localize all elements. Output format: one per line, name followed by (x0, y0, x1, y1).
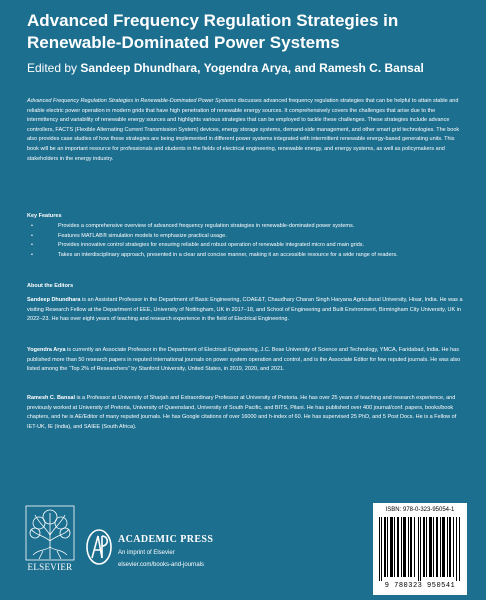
elsevier-wordmark: ELSEVIER (27, 562, 73, 572)
editors-line (27, 60, 467, 76)
academic-press-name: ACADEMIC PRESS (118, 534, 214, 545)
key-feature-item (27, 232, 472, 242)
book-title-line-1: Advanced Frequency Regulation Strategies in (27, 11, 399, 30)
editor-name-2: Yogendra Arya (203, 61, 288, 75)
barcode-digits: 9 780323 950541 (384, 582, 456, 590)
bio-name: Ramesh C. Bansal (27, 395, 75, 401)
bullet-icon: • (31, 251, 33, 258)
key-feature-text: Features MATLAB® simulation models to emphasize practical usage. (58, 232, 227, 239)
editor-name-1: Sandeep Dhundhara (80, 61, 198, 75)
elsevier-logo (25, 505, 75, 583)
barcode-icon (377, 517, 463, 581)
key-feature-text: Provides innovative control strategies for ensuring reliable and robust operation of renewable integrated micro and main grids. (58, 242, 365, 249)
bio-name: Sandeep Dhundhara (27, 297, 81, 303)
key-feature-item (27, 241, 472, 251)
bio-text: is a Professor at University of Sharjah and Extraordinary Professor at University of Pretoria. He has over 25 years of teaching and research experience, and previously worked at University of Pretoria, University of Queensland, University of South Pacific, and BITS, Pilani. He has published over 400 journal/conf. papers, books/book chapters, and he is AE/Editor of many reputed journals. He has Google citations of over 16000 and h-index of 60. He has supervised 25 PhD, and 5 Post Docs. He is a Fellow of IET-UK, IE (India), and SAIEE (South Africa). (27, 395, 457, 430)
imprint-of-elsevier: An imprint of Elsevier (118, 550, 175, 556)
key-feature-item (27, 251, 472, 261)
editor-name-3: and Ramesh C. Bansal (294, 61, 424, 75)
editor-separator: , (197, 61, 201, 75)
isbn-label: ISBN: 978-0-323-95054-1 (385, 507, 455, 513)
edited-by-label: Edited by (27, 61, 78, 75)
bullet-icon: • (31, 242, 33, 249)
key-features-heading: Key Features (27, 213, 62, 219)
description-text: discusses advanced frequency regulation strategies that can be helpful to attain stable and reliable electric power operation in modern grids that have high penetration of renewable energy sources. It comprehensively covers the challenges that arise due to the intermittency and variability of renewable energy sources and highlights various strategies that can be employed to tackle these challenges. These strategies include advance controllers, FACTS (Flexible Alternating Current Transmission System) devices, energy storage systems, demand-side management, and other smart grid technologies. The book also provides case studies of how these strategies are being implemented in different power systems integrated with intermittent renewable energy-based generating units. This book will be an important resource for professionals and students in the fields of electrical engineering, renewable energy, and energy systems, as well as policymakers and stakeholders in the energy industry. (27, 98, 460, 162)
elsevier-tree-icon (25, 505, 75, 561)
academic-press-emblem-icon (85, 528, 113, 566)
key-feature-text: Takes an interdisciplinary approach, presented in a clear and concise manner, making it an accessible resource for a wide range of readers. (58, 251, 398, 258)
key-features-list (27, 222, 472, 260)
key-feature-item (27, 222, 472, 232)
editor-bio (27, 394, 467, 432)
description-book-title: Advanced Frequency Regulation Strategies in Renewable-Dominated Power Systems (27, 98, 237, 104)
book-title (27, 10, 467, 54)
isbn-barcode-box (373, 503, 467, 595)
book-description (27, 97, 467, 164)
bio-name: Yogendra Arya (27, 347, 66, 353)
editor-bio (27, 296, 467, 325)
editor-separator: , (287, 61, 292, 75)
bio-text: is an Assistant Professor in the Department of Basic Engineering, COAE&T, Chaudhary Charan Singh Haryana Agricultural University, Hisar, India. He was a visiting Research Fellow at the Department of EEE, University of Nottingham, UK in 2017–18, and School of Engineering and Built Environment, Birmingham City University, UK in 2022–23. He has over eight years of teaching and research experience in the field of Electrical Engineering. (27, 297, 463, 323)
bullet-icon: • (31, 223, 33, 229)
book-title-line-2: Renewable-Dominated Power Systems (27, 33, 340, 52)
bullet-icon: • (31, 232, 33, 239)
publisher-url: elsevier.com/books-and-journals (118, 562, 205, 568)
editor-bio (27, 346, 467, 375)
bio-text: is currently an Associate Professor in the Department of Electrical Engineering, J.C. Bose University of Science and Technology, YMCA, Faridabad, India. He has published more than 50 research papers in reputed international journals on power system operation and control, and is the Associate Editor for few reputed journals. He was also listed among the “Top 2% of Researchers” by Stanford University, United States, in 2019, 2020, and 2021. (27, 347, 461, 373)
key-feature-text: Provides a comprehensive overview of advanced frequency regulation strategies in renewable-dominated power systems. (58, 223, 355, 229)
about-editors-heading: About the Editors (27, 283, 74, 289)
